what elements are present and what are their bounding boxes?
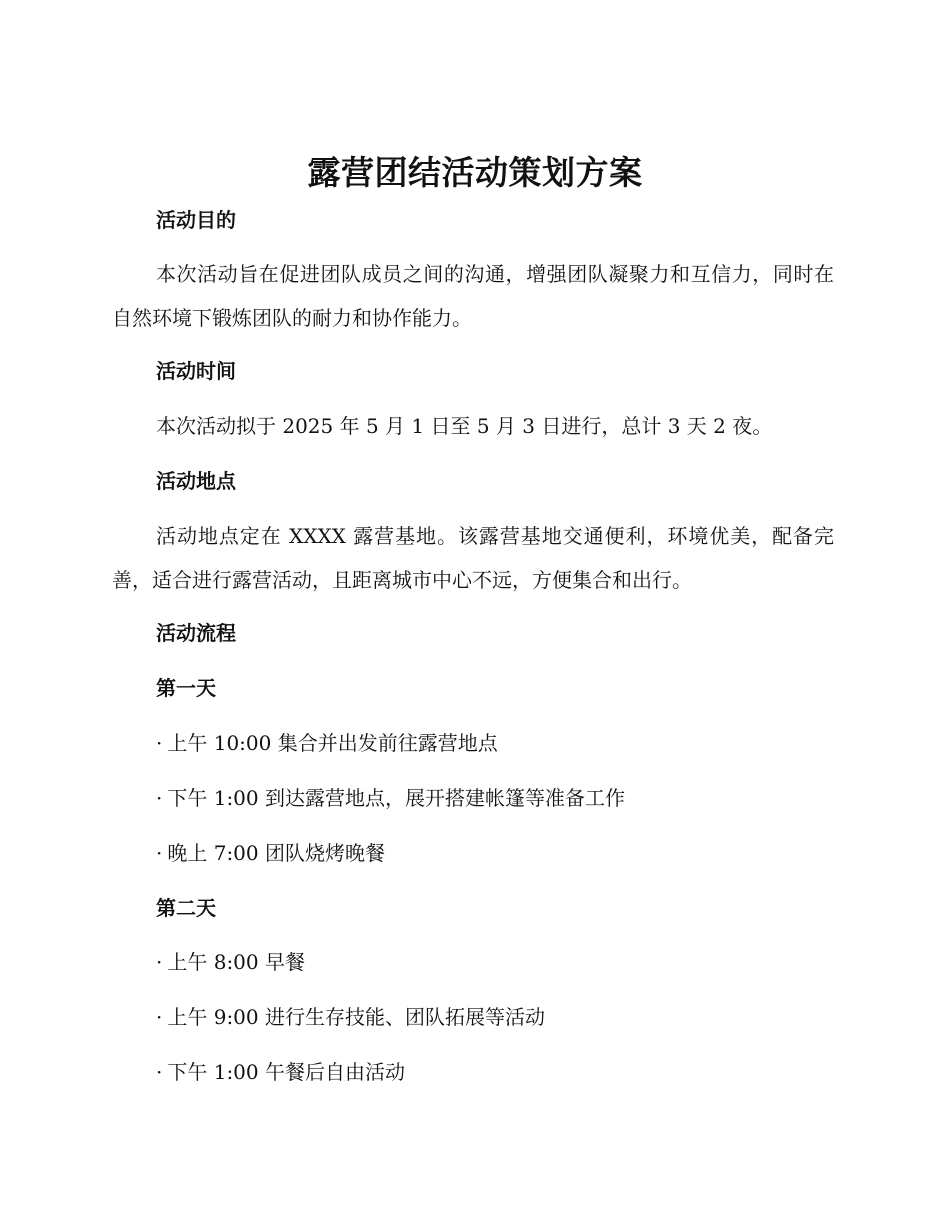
- list-item-text: 上午 10:00 集合并出发前往露营地点: [167, 731, 498, 755]
- bullet-dot: ·: [156, 950, 163, 974]
- bullet-dot: ·: [156, 841, 163, 865]
- section-heading-purpose: 活动目的: [156, 208, 236, 232]
- list-item-text: 下午 1:00 到达露营地点，展开搭建帐篷等准备工作: [167, 786, 625, 810]
- list-item-text: 上午 9:00 进行生存技能、团队拓展等活动: [167, 1005, 545, 1029]
- list-item: [156, 839, 385, 867]
- list-item: [156, 1003, 545, 1031]
- document-title: 露营团结活动策划方案: [307, 153, 643, 192]
- day-heading-1: 第一天: [156, 676, 216, 700]
- section-heading-location: 活动地点: [156, 469, 236, 493]
- section-body-time: 本次活动拟于 2025 年 5 月 1 日至 5 月 3 日进行，总计 3 天 2 夜。: [156, 414, 773, 438]
- bullet-dot: ·: [156, 1060, 163, 1084]
- section-body-purpose: 本次活动旨在促进团队成员之间的沟通，增强团队凝聚力和互信力，同时在自然环境下锻炼团队的耐力和协作能力。: [112, 262, 834, 330]
- bullet-dot: ·: [156, 1005, 163, 1029]
- bullet-dot: ·: [156, 731, 163, 755]
- list-item: [156, 948, 305, 976]
- bullet-dot: ·: [156, 786, 163, 810]
- list-item: [156, 1058, 405, 1086]
- section-heading-schedule: 活动流程: [156, 621, 236, 645]
- list-item-text: 下午 1:00 午餐后自由活动: [167, 1060, 405, 1084]
- section-body-location: 活动地点定在 XXXX 露营基地。该露营基地交通便利，环境优美，配备完善，适合进行露营活动，且距离城市中心不远，方便集合和出行。: [112, 524, 834, 592]
- list-item-text: 上午 8:00 早餐: [167, 950, 305, 974]
- list-item: [156, 784, 625, 812]
- section-heading-time: 活动时间: [156, 359, 236, 383]
- list-item-text: 晚上 7:00 团队烧烤晚餐: [167, 841, 385, 865]
- list-item: [156, 729, 498, 757]
- day-heading-2: 第二天: [156, 896, 216, 920]
